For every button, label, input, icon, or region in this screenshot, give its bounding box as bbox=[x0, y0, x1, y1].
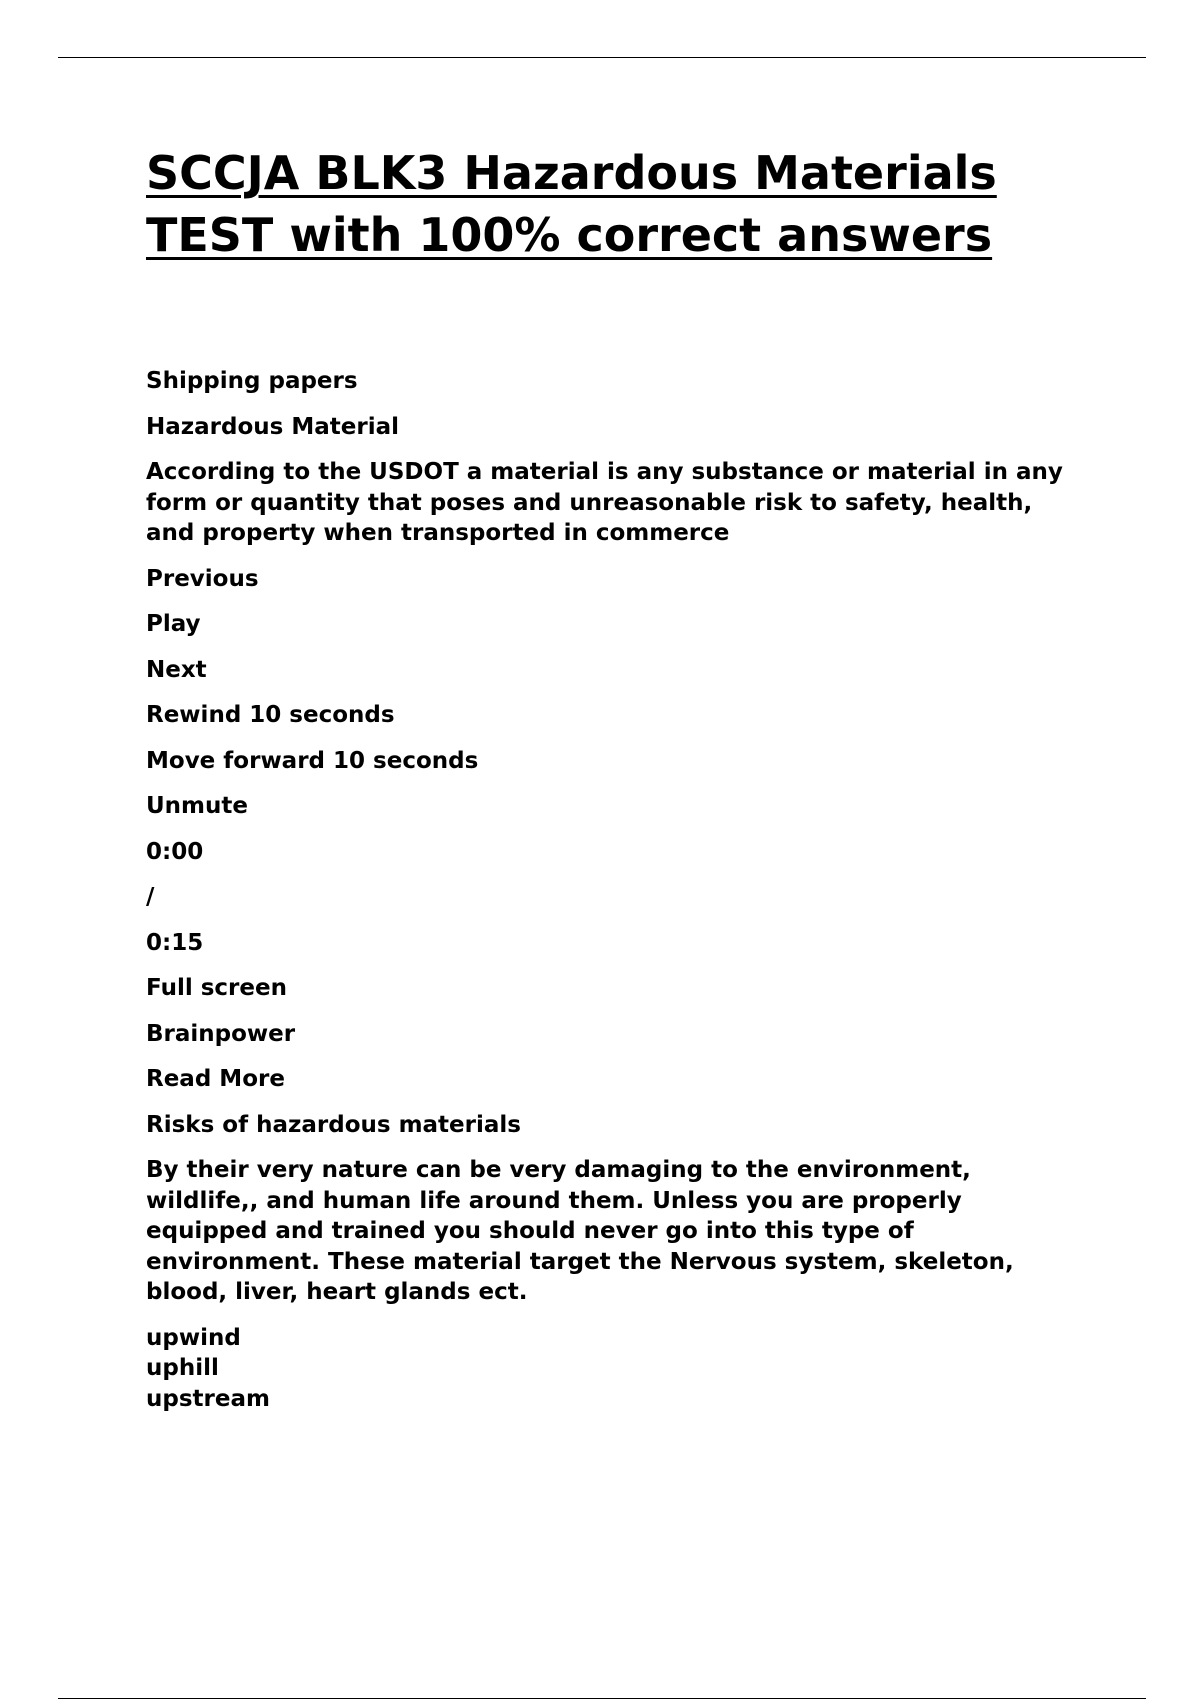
top-divider bbox=[58, 57, 1146, 58]
flashcard-list bbox=[146, 366, 1086, 1414]
read-more-label: Read More bbox=[146, 1066, 285, 1092]
document-title: SCCJA BLK3 Hazardous Materials TEST with 100% correct answers bbox=[146, 146, 997, 262]
bottom-divider bbox=[58, 1698, 1146, 1699]
media-time-separator: / bbox=[146, 884, 155, 910]
document-body bbox=[146, 142, 1086, 1429]
media-fullscreen-label: Full screen bbox=[146, 975, 287, 1001]
media-play-label: Play bbox=[146, 611, 201, 637]
brainpower-label: Brainpower bbox=[146, 1020, 296, 1047]
media-rewind-label: Rewind 10 seconds bbox=[146, 702, 395, 728]
definition-hazardous-material: According to the USDOT a material is any substance or material in any form or quantity that poses and unreasonable risk to safety, health, and property when transported in commerce bbox=[146, 459, 1063, 546]
approach-guidance-list: upwind uphill upstream bbox=[146, 1324, 270, 1412]
term-shipping-papers: Shipping papers bbox=[146, 368, 358, 394]
term-hazardous-material: Hazardous Material bbox=[146, 413, 399, 440]
media-current-time: 0:00 bbox=[146, 838, 204, 865]
media-previous-label: Previous bbox=[146, 565, 259, 592]
media-forward-label: Move forward 10 seconds bbox=[146, 747, 479, 774]
media-next-label: Next bbox=[146, 656, 207, 683]
term-risks-of-hazardous-materials: Risks of hazardous materials bbox=[146, 1111, 521, 1138]
media-unmute-label: Unmute bbox=[146, 793, 248, 819]
definition-risks-of-hazardous-materials: By their very nature can be very damaging to the environment, wildlife,, and human life around them. Unless you are properly equipped and trained you should never go into this type of environment. These material target the Nervous system, skeleton, blood, liver, heart glands ect. bbox=[146, 1157, 1014, 1305]
media-duration: 0:15 bbox=[146, 929, 204, 956]
